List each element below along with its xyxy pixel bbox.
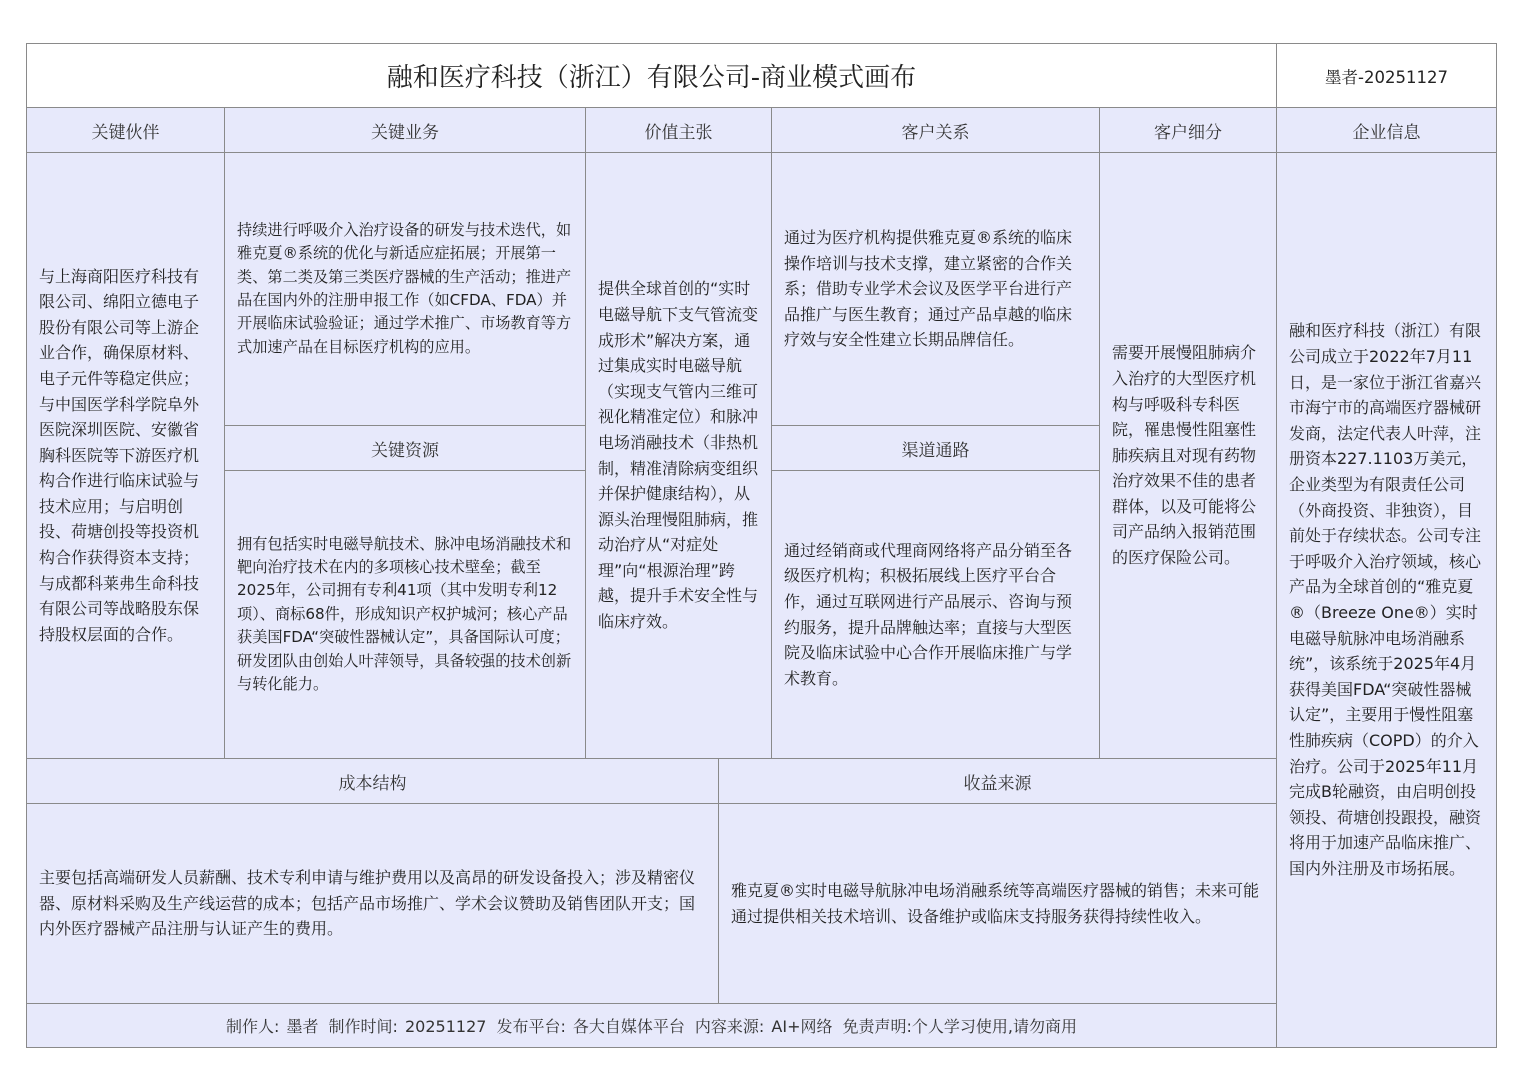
key-resources-header: 关键资源: [224, 425, 586, 471]
company-info-body: [1276, 152, 1497, 1048]
footer-disclaimer: 免责声明:个人学习使用,请勿商用: [842, 1017, 1077, 1036]
revenue-streams-header: 收益来源: [718, 758, 1277, 804]
company-info-header: 企业信息: [1276, 107, 1497, 153]
key-activities-body: [224, 152, 586, 426]
cost-structure-text: 主要包括高端研发人员薪酬、技术专利申请与维护费用以及高昂的研发设备投入；涉及精密仪器、原材料采购及生产线运营的成本；包括产品市场推广、学术会议赞助及销售团队开支；国内外医疗器械产品注册与认证产生的费用。: [39, 868, 696, 939]
key-activities-text: 持续进行呼吸介入治疗设备的研发与技术迭代，如雅克夏®系统的优化与新适应症拓展；开展第一类、第二类及第三类医疗器械的生产活动；推进产品在国内外的注册申报工作（如CFDA、FDA）并开展临床试验验证；通过学术推广、市场教育等方式加速产品在目标医疗机构的应用。: [237, 220, 572, 356]
key-partners-text: 与上海商阳医疗科技有限公司、绵阳立德电子股份有限公司等上游企业合作，确保原材料、电子元件等稳定供应；与中国医学科学院阜外医院深圳医院、安徽省胸科医院等下游医疗机构合作进行临床试验与技术应用；与启明创投、荷塘创投等投资机构合作获得资本支持；与成都科莱弗生命科技有限公司等战略股东保持股权层面的合作。: [39, 266, 200, 644]
footer-platform: 发布平台: 各大自媒体平台: [496, 1017, 685, 1036]
key-partners-header: 关键伙伴: [26, 107, 225, 153]
business-model-canvas: [26, 43, 1496, 1047]
customer-relationships-text: 通过为医疗机构提供雅克夏®系统的临床操作培训与技术支撑，建立紧密的合作关系；借助专业学术会议及医学平台进行产品推广与医生教育；通过产品卓越的临床疗效与安全性建立长期品牌信任。: [784, 228, 1073, 350]
channels-header: 渠道通路: [771, 425, 1100, 471]
cost-structure-header: 成本结构: [26, 758, 719, 804]
value-propositions-body: [585, 152, 772, 759]
customer-segments-text: 需要开展慢阻肺病介入治疗的大型医疗机构与呼吸科专科医院，罹患慢性阻塞性肺疾病且对现有药物治疗效果不佳的患者群体，以及可能将公司产品纳入报销范围的医疗保险公司。: [1112, 343, 1257, 568]
key-activities-header: 关键业务: [224, 107, 586, 153]
customer-segments-header: 客户细分: [1099, 107, 1277, 153]
footer-source: 内容来源: AI+网络: [694, 1017, 833, 1036]
author-tag: 墨者-20251127: [1276, 43, 1497, 108]
channels-body: [771, 470, 1100, 759]
key-resources-text: 拥有包括实时电磁导航技术、脉冲电场消融技术和靶向治疗技术在内的多项核心技术壁垒；截至2025年，公司拥有专利41项（其中发明专利12项）、商标68件，形成知识产权护城河；核心产品获美国FDA“突破性器械认定”，具备国际认可度；研发团队由创始人叶萍领导，具备较强的技术创新与转化能力。: [237, 534, 572, 694]
footer: [26, 1003, 1277, 1048]
value-propositions-header: 价值主张: [585, 107, 772, 153]
customer-segments-body: [1099, 152, 1277, 759]
channels-text: 通过经销商或代理商网络将产品分销至各级医疗机构；积极拓展线上医疗平台合作，通过互联网进行产品展示、咨询与预约服务，提升品牌触达率；直接与大型医院及临床试验中心合作开展临床推广与学术教育。: [784, 540, 1073, 688]
key-resources-body: [224, 470, 586, 759]
page-title: 融和医疗科技（浙江）有限公司-商业模式画布: [26, 43, 1277, 108]
footer-maker: 制作人: 墨者: [226, 1017, 319, 1036]
revenue-streams-text: 雅克夏®实时电磁导航脉冲电场消融系统等高端医疗器械的销售；未来可能通过提供相关技术培训、设备维护或临床支持服务获得持续性收入。: [731, 880, 1260, 926]
customer-relationships-header: 客户关系: [771, 107, 1100, 153]
value-propositions-text: 提供全球首创的“实时电磁导航下支气管流变成形术”解决方案，通过集成实时电磁导航（实现支气管内三维可视化精准定位）和脉冲电场消融技术（非热机制，精准清除病变组织并保护健康结构），从源头治理慢阻肺病，推动治疗从“对症处理”向“根源治理”跨越，提升手术安全性与临床疗效。: [598, 279, 759, 632]
customer-relationships-body: [771, 152, 1100, 426]
key-partners-body: [26, 152, 225, 759]
cost-structure-body: [26, 803, 719, 1004]
revenue-streams-body: [718, 803, 1277, 1004]
footer-time: 制作时间: 20251127: [328, 1017, 487, 1036]
company-info-text: 融和医疗科技（浙江）有限公司成立于2022年7月11日，是一家位于浙江省嘉兴市海宁市的高端医疗器械研发商，法定代表人叶萍，注册资本227.1103万美元，企业类型为有限责任公司（外商投资、非独资），目前处于存续状态。公司专注于呼吸介入治疗领域，核心产品为全球首创的“雅克夏®（Breeze One®）实时电磁导航脉冲电场消融系统”，该系统于2025年4月获得美国FDA“突破性器械认定”，主要用于慢性阻塞性肺疾病（COPD）的介入治疗。公司于2025年11月完成B轮融资，由启明创投领投、荷塘创投跟投，融资将用于加速产品临床推广、国内外注册及市场拓展。: [1289, 321, 1482, 878]
